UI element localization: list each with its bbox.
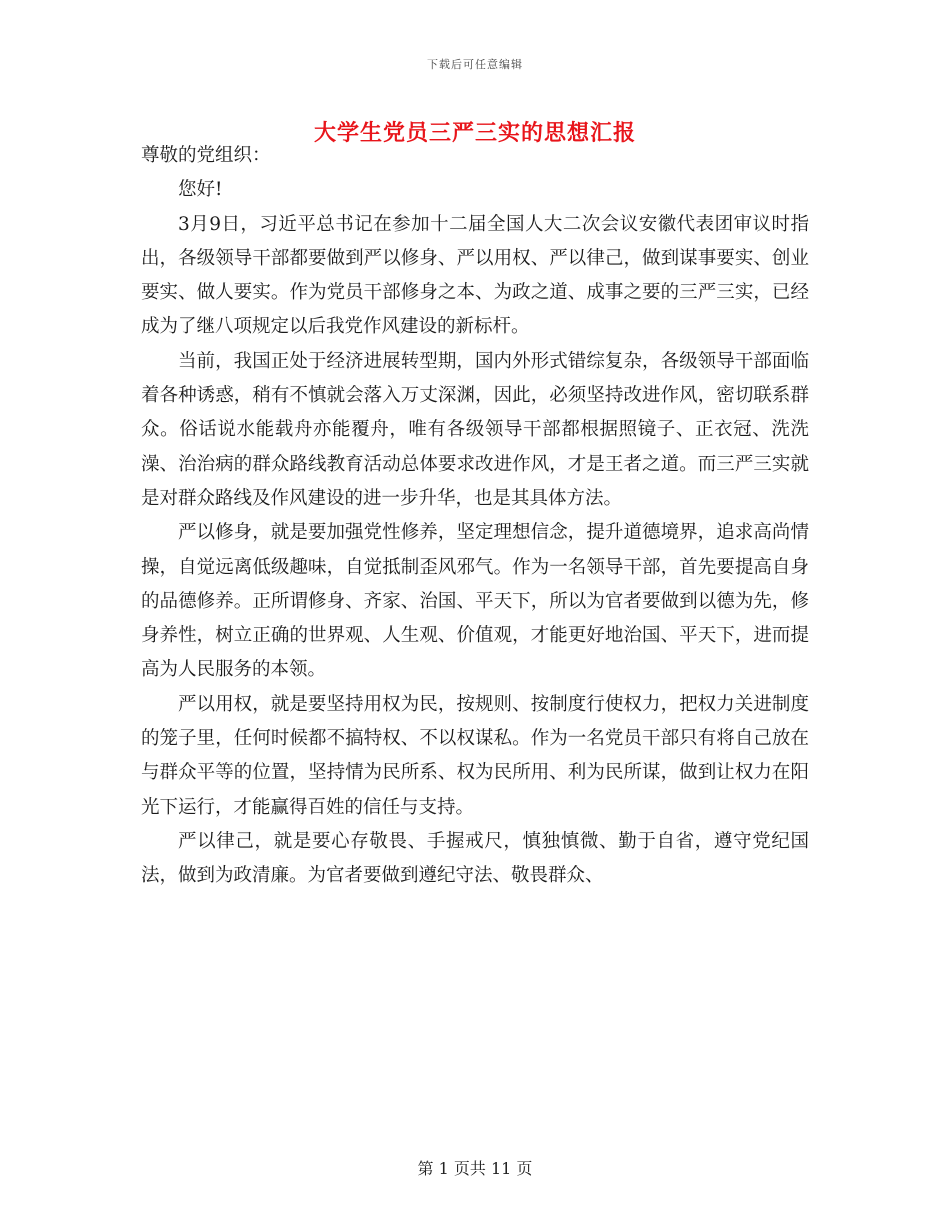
document-title: 大学生党员三严三实的思想汇报 (313, 120, 636, 146)
paragraph: 严以律己，就是要心存敬畏、手握戒尺，慎独慎微、勤于自省，遵守党纪国法，做到为政清廉。为官者要做到遵纪守法、敬畏群众、 (141, 830, 809, 887)
paragraph: 严以修身，就是要加强党性修养，坚定理想信念，提升道德境界，追求高尚情操，自觉远离低级趣味，自觉抵制歪风邪气。作为一名领导干部，首先要提高自身的品德修养。正所谓修身、齐家、治国、平天下，所以为官者要做到以德为先，修身养性，树立正确的世界观、人生观、价值观，才能更好地治国、平天下，进而提高为人民服务的本领。 (141, 522, 809, 681)
paragraph: 3月9日，习近平总书记在参加十二届全国人大二次会议安徽代表团审议时指出，各级领导干部都要做到严以修身、严以用权、严以律己，做到谋事要实、创业要实、做人要实。作为党员干部修身之本、为政之道、成事之要的三严三实，已经成为了继八项规定以后我党作风建设的新标杆。 (141, 213, 809, 338)
document-body (141, 139, 809, 894)
page-number-footer: 第 1 页共 11 页 (417, 1159, 533, 1178)
paragraph: 严以用权，就是要坚持用权为民，按规则、按制度行使权力，把权力关进制度的笼子里，任何时候都不搞特权、不以权谋私。作为一名党员干部只有将自己放在与群众平等的位置，坚持情为民所系、权为民所用、利为民所谋，做到让权力在阳光下运行，才能赢得百姓的信任与支持。 (141, 693, 809, 818)
greeting: 您好! (178, 179, 223, 201)
salutation: 尊敬的党组织： (141, 145, 271, 166)
header-note: 下载后可任意编辑 (427, 58, 523, 71)
paragraph: 当前，我国正处于经济进展转型期，国内外形式错综复杂，各级领导干部面临着各种诱惑，稍有不慎就会落入万丈深渊，因此，必须坚持改进作风，密切联系群众。俗话说水能载舟亦能覆舟，唯有各级领导干部都根据照镜子、正衣冠、洗洗澡、治治病的群众路线教育活动总体要求改进作风，才是王者之道。而三严三实就是对群众路线及作风建设的进一步升华，也是其具体方法。 (141, 350, 809, 509)
